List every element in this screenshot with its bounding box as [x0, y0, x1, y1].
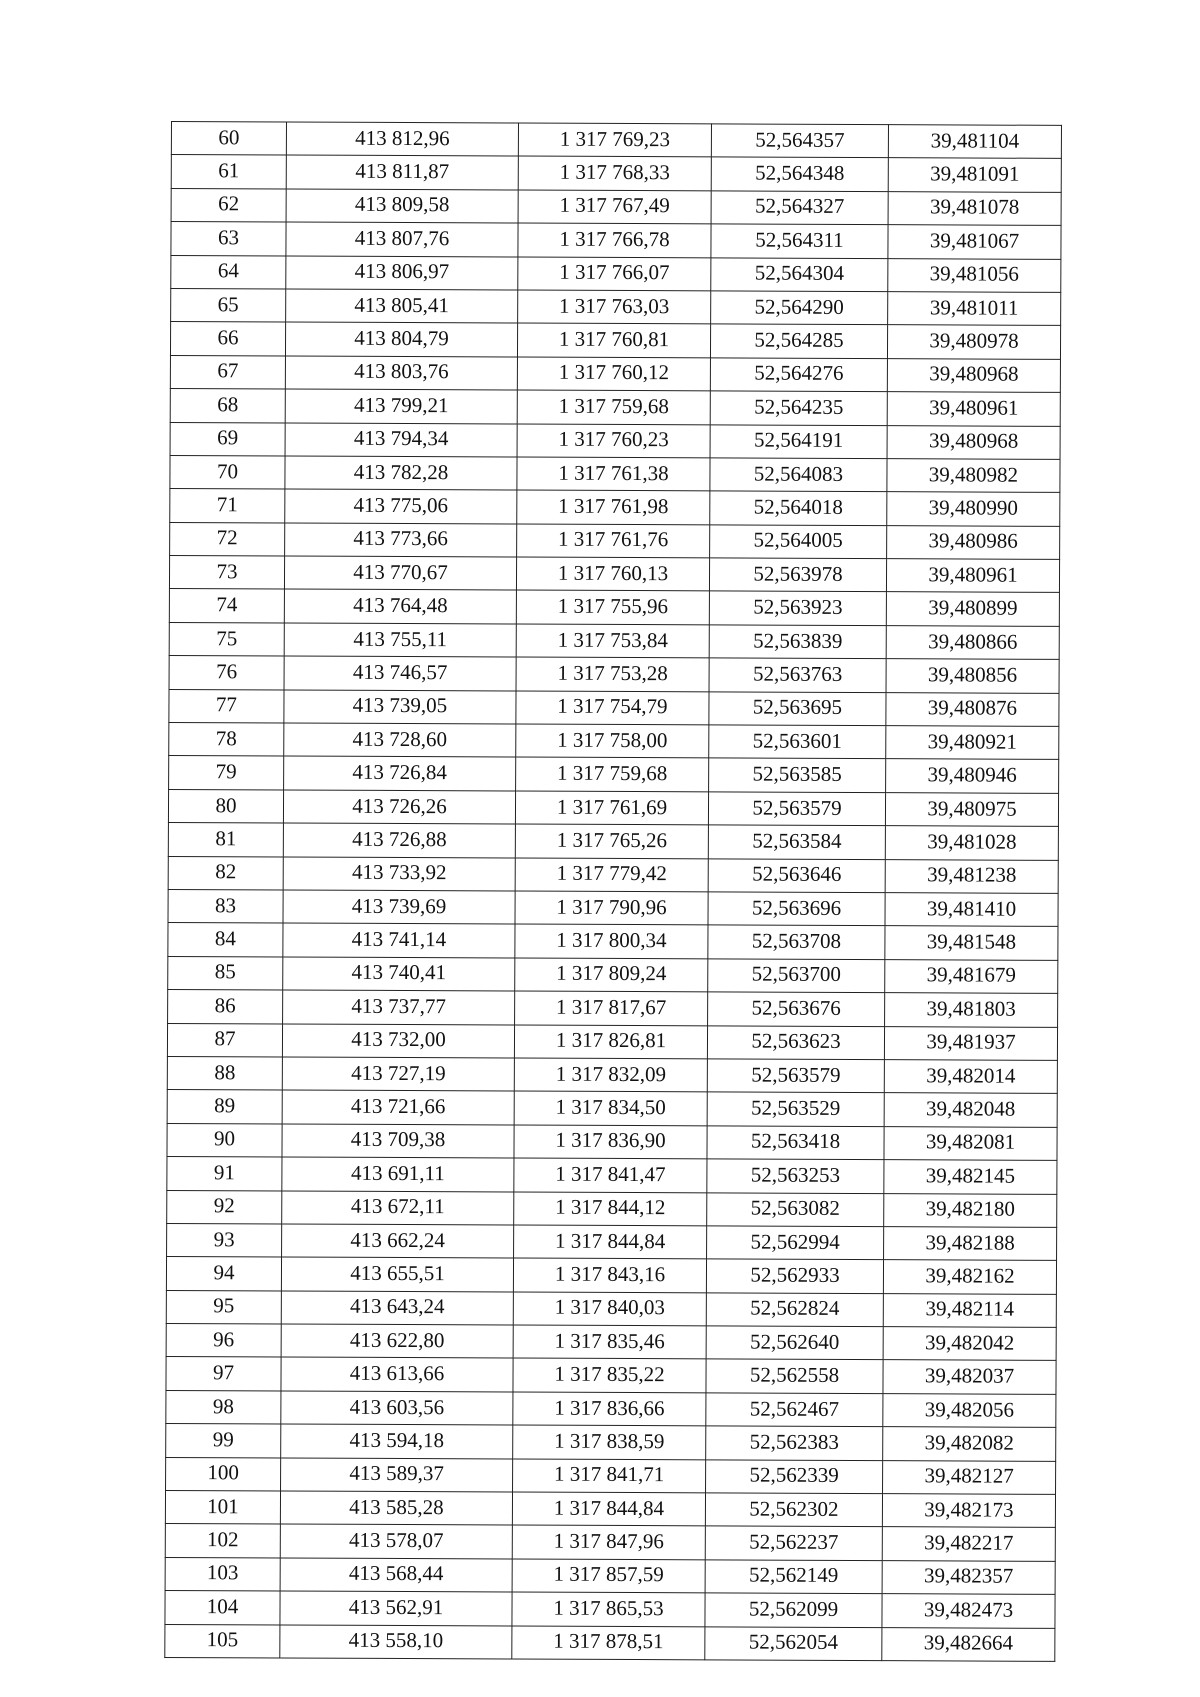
- table-row: [169, 756, 1059, 793]
- point-number-cell: 84: [168, 923, 283, 957]
- y-coordinate-cell: 1 317 835,22: [513, 1358, 706, 1392]
- y-coordinate-cell: 1 317 836,90: [514, 1125, 707, 1159]
- longitude-cell: 39,480921: [886, 726, 1059, 760]
- latitude-cell: 52,564348: [711, 157, 888, 191]
- point-number-cell: 101: [165, 1491, 280, 1525]
- x-coordinate-cell: 413 740,41: [283, 957, 515, 991]
- y-coordinate-cell: 1 317 760,12: [517, 357, 710, 391]
- x-coordinate-cell: 413 558,10: [280, 1625, 512, 1659]
- point-number-cell: 79: [169, 756, 284, 790]
- longitude-cell: 39,480968: [887, 425, 1060, 459]
- y-coordinate-cell: 1 317 857,59: [512, 1559, 705, 1593]
- x-coordinate-cell: 413 770,67: [284, 556, 516, 590]
- point-number-cell: 72: [170, 522, 285, 556]
- point-number-cell: 100: [166, 1457, 281, 1491]
- point-number-cell: 65: [171, 288, 286, 322]
- x-coordinate-cell: 413 746,57: [284, 656, 516, 690]
- longitude-cell: 39,480968: [887, 358, 1060, 392]
- longitude-cell: 39,482082: [883, 1427, 1056, 1461]
- longitude-cell: 39,482188: [884, 1227, 1057, 1261]
- point-number-cell: 87: [167, 1023, 282, 1057]
- longitude-cell: 39,482473: [882, 1594, 1055, 1628]
- x-coordinate-cell: 413 755,11: [284, 623, 516, 657]
- latitude-cell: 52,563418: [707, 1126, 884, 1160]
- latitude-cell: 52,563529: [707, 1092, 884, 1126]
- table-row: [171, 255, 1061, 292]
- table-row: [170, 322, 1060, 359]
- table-row: [171, 288, 1061, 325]
- longitude-cell: 39,481028: [885, 826, 1058, 860]
- table-row: [168, 823, 1058, 860]
- table-row: [168, 923, 1058, 960]
- point-number-cell: 86: [168, 990, 283, 1024]
- latitude-cell: 52,563763: [709, 658, 886, 692]
- point-number-cell: 60: [171, 122, 286, 156]
- x-coordinate-cell: 413 727,19: [282, 1057, 514, 1091]
- longitude-cell: 39,481803: [885, 993, 1058, 1027]
- x-coordinate-cell: 413 589,37: [281, 1458, 513, 1492]
- table-row: [167, 1223, 1057, 1260]
- y-coordinate-cell: 1 317 843,16: [513, 1258, 706, 1292]
- table-row: [166, 1357, 1056, 1394]
- point-number-cell: 104: [165, 1591, 280, 1625]
- latitude-cell: 52,563601: [709, 725, 886, 759]
- x-coordinate-cell: 413 594,18: [281, 1424, 513, 1458]
- longitude-cell: 39,482180: [884, 1193, 1057, 1227]
- table-row: [166, 1290, 1056, 1327]
- point-number-cell: 103: [165, 1557, 280, 1591]
- point-number-cell: 89: [167, 1090, 282, 1124]
- table-row: [170, 355, 1060, 392]
- latitude-cell: 52,564276: [710, 358, 887, 392]
- y-coordinate-cell: 1 317 760,23: [517, 424, 710, 458]
- point-number-cell: 77: [169, 689, 284, 723]
- table-row: [170, 389, 1060, 426]
- longitude-cell: 39,481104: [888, 125, 1061, 159]
- longitude-cell: 39,481078: [888, 191, 1061, 225]
- latitude-cell: 52,564357: [711, 124, 888, 158]
- latitude-cell: 52,562237: [705, 1526, 882, 1560]
- x-coordinate-cell: 413 739,05: [284, 690, 516, 724]
- x-coordinate-cell: 413 732,00: [282, 1024, 514, 1058]
- y-coordinate-cell: 1 317 759,68: [517, 390, 710, 424]
- table-row: [171, 122, 1061, 159]
- x-coordinate-cell: 413 739,69: [283, 890, 515, 924]
- point-number-cell: 69: [170, 422, 285, 456]
- table-row: [167, 1056, 1057, 1093]
- x-coordinate-cell: 413 764,48: [284, 589, 516, 623]
- point-number-cell: 78: [169, 723, 284, 757]
- table-row: [171, 222, 1061, 259]
- longitude-cell: 39,481679: [885, 959, 1058, 993]
- x-coordinate-cell: 413 622,80: [281, 1324, 513, 1358]
- x-coordinate-cell: 413 812,96: [286, 122, 518, 156]
- y-coordinate-cell: 1 317 753,28: [516, 657, 709, 691]
- latitude-cell: 52,562994: [707, 1226, 884, 1260]
- y-coordinate-cell: 1 317 768,33: [518, 156, 711, 190]
- latitude-cell: 52,563923: [709, 591, 886, 625]
- point-number-cell: 92: [167, 1190, 282, 1224]
- longitude-cell: 39,482162: [883, 1260, 1056, 1294]
- x-coordinate-cell: 413 799,21: [285, 389, 517, 423]
- y-coordinate-cell: 1 317 841,71: [513, 1459, 706, 1493]
- latitude-cell: 52,563623: [707, 1025, 884, 1059]
- table-row: [168, 889, 1058, 926]
- longitude-cell: 39,482357: [882, 1560, 1055, 1594]
- y-coordinate-cell: 1 317 844,84: [514, 1225, 707, 1259]
- table-row: [169, 656, 1059, 693]
- y-coordinate-cell: 1 317 840,03: [513, 1292, 706, 1326]
- y-coordinate-cell: 1 317 865,53: [512, 1592, 705, 1626]
- y-coordinate-cell: 1 317 759,68: [516, 757, 709, 791]
- y-coordinate-cell: 1 317 763,03: [518, 290, 711, 324]
- y-coordinate-cell: 1 317 832,09: [514, 1058, 707, 1092]
- longitude-cell: 39,480982: [887, 459, 1060, 493]
- table-row: [165, 1524, 1055, 1561]
- y-coordinate-cell: 1 317 753,84: [516, 624, 709, 658]
- longitude-cell: 39,482114: [883, 1293, 1056, 1327]
- latitude-cell: 52,563978: [709, 558, 886, 592]
- point-number-cell: 80: [168, 789, 283, 823]
- table-row: [166, 1257, 1056, 1294]
- x-coordinate-cell: 413 737,77: [283, 990, 515, 1024]
- y-coordinate-cell: 1 317 761,76: [517, 524, 710, 558]
- latitude-cell: 52,563579: [708, 792, 885, 826]
- longitude-cell: 39,482037: [883, 1360, 1056, 1394]
- y-coordinate-cell: 1 317 844,84: [512, 1492, 705, 1526]
- x-coordinate-cell: 413 726,88: [283, 823, 515, 857]
- y-coordinate-cell: 1 317 838,59: [513, 1425, 706, 1459]
- point-number-cell: 85: [168, 956, 283, 990]
- y-coordinate-cell: 1 317 847,96: [512, 1525, 705, 1559]
- latitude-cell: 52,563646: [708, 858, 885, 892]
- latitude-cell: 52,563676: [708, 992, 885, 1026]
- point-number-cell: 83: [168, 889, 283, 923]
- x-coordinate-cell: 413 807,76: [286, 222, 518, 256]
- y-coordinate-cell: 1 317 767,49: [518, 190, 711, 224]
- longitude-cell: 39,480866: [886, 625, 1059, 659]
- longitude-cell: 39,482056: [883, 1393, 1056, 1427]
- x-coordinate-cell: 413 585,28: [280, 1491, 512, 1525]
- longitude-cell: 39,480856: [886, 659, 1059, 693]
- x-coordinate-cell: 413 613,66: [281, 1357, 513, 1391]
- table-row: [170, 455, 1060, 492]
- point-number-cell: 98: [166, 1390, 281, 1424]
- point-number-cell: 73: [169, 556, 284, 590]
- point-number-cell: 91: [167, 1157, 282, 1191]
- y-coordinate-cell: 1 317 761,38: [517, 457, 710, 491]
- table-row: [167, 1157, 1057, 1194]
- y-coordinate-cell: 1 317 809,24: [515, 958, 708, 992]
- latitude-cell: 52,564191: [710, 424, 887, 458]
- x-coordinate-cell: 413 691,11: [282, 1157, 514, 1191]
- point-number-cell: 102: [165, 1524, 280, 1558]
- point-number-cell: 66: [170, 322, 285, 356]
- table-row: [165, 1491, 1055, 1528]
- point-number-cell: 97: [166, 1357, 281, 1391]
- point-number-cell: 63: [171, 222, 286, 256]
- latitude-cell: 52,564005: [710, 525, 887, 559]
- y-coordinate-cell: 1 317 834,50: [514, 1091, 707, 1125]
- point-number-cell: 61: [171, 155, 286, 189]
- latitude-cell: 52,562149: [705, 1560, 882, 1594]
- x-coordinate-cell: 413 809,58: [286, 189, 518, 223]
- latitude-cell: 52,563696: [708, 892, 885, 926]
- latitude-cell: 52,562558: [706, 1359, 883, 1393]
- y-coordinate-cell: 1 317 878,51: [512, 1626, 705, 1660]
- point-number-cell: 71: [170, 489, 285, 523]
- latitude-cell: 52,562467: [706, 1393, 883, 1427]
- x-coordinate-cell: 413 805,41: [286, 289, 518, 323]
- point-number-cell: 88: [167, 1056, 282, 1090]
- table-row: [166, 1324, 1056, 1361]
- longitude-cell: 39,480876: [886, 692, 1059, 726]
- x-coordinate-cell: 413 726,84: [284, 756, 516, 790]
- x-coordinate-cell: 413 782,28: [285, 456, 517, 490]
- longitude-cell: 39,481548: [885, 926, 1058, 960]
- y-coordinate-cell: 1 317 836,66: [513, 1392, 706, 1426]
- table-row: [170, 489, 1060, 526]
- table-row: [168, 990, 1058, 1027]
- longitude-cell: 39,481011: [888, 292, 1061, 326]
- longitude-cell: 39,480990: [887, 492, 1060, 526]
- longitude-cell: 39,480978: [887, 325, 1060, 359]
- table-row: [169, 589, 1059, 626]
- point-number-cell: 82: [168, 856, 283, 890]
- point-number-cell: 96: [166, 1324, 281, 1358]
- longitude-cell: 39,480899: [886, 592, 1059, 626]
- longitude-cell: 39,480986: [887, 525, 1060, 559]
- longitude-cell: 39,482014: [884, 1060, 1057, 1094]
- longitude-cell: 39,481937: [884, 1026, 1057, 1060]
- point-number-cell: 93: [167, 1223, 282, 1257]
- latitude-cell: 52,563708: [708, 925, 885, 959]
- coordinates-table: [164, 121, 1062, 1662]
- longitude-cell: 39,482217: [882, 1527, 1055, 1561]
- point-number-cell: 99: [166, 1424, 281, 1458]
- x-coordinate-cell: 413 733,92: [283, 857, 515, 891]
- point-number-cell: 90: [167, 1123, 282, 1157]
- y-coordinate-cell: 1 317 800,34: [515, 924, 708, 958]
- latitude-cell: 52,564311: [711, 224, 888, 258]
- latitude-cell: 52,564235: [710, 391, 887, 425]
- y-coordinate-cell: 1 317 844,12: [514, 1192, 707, 1226]
- latitude-cell: 52,563839: [709, 625, 886, 659]
- x-coordinate-cell: 413 806,97: [286, 256, 518, 290]
- table-row: [171, 188, 1061, 225]
- x-coordinate-cell: 413 741,14: [283, 923, 515, 957]
- x-coordinate-cell: 413 811,87: [286, 155, 518, 189]
- point-number-cell: 81: [168, 823, 283, 857]
- longitude-cell: 39,481056: [888, 258, 1061, 292]
- point-number-cell: 64: [171, 255, 286, 289]
- longitude-cell: 39,482042: [883, 1327, 1056, 1361]
- table-row: [169, 622, 1059, 659]
- y-coordinate-cell: 1 317 761,69: [515, 791, 708, 825]
- x-coordinate-cell: 413 562,91: [280, 1591, 512, 1625]
- table-row: [168, 856, 1058, 893]
- table-row: [169, 689, 1059, 726]
- longitude-cell: 39,481410: [885, 893, 1058, 927]
- table-row: [166, 1424, 1056, 1461]
- x-coordinate-cell: 413 655,51: [281, 1257, 513, 1291]
- longitude-cell: 39,482173: [882, 1494, 1055, 1528]
- latitude-cell: 52,563082: [707, 1192, 884, 1226]
- x-coordinate-cell: 413 709,38: [282, 1124, 514, 1158]
- table-row: [165, 1591, 1055, 1628]
- longitude-cell: 39,481238: [885, 859, 1058, 893]
- point-number-cell: 67: [170, 355, 285, 389]
- latitude-cell: 52,563253: [707, 1159, 884, 1193]
- latitude-cell: 52,562640: [706, 1326, 883, 1360]
- y-coordinate-cell: 1 317 766,78: [518, 223, 711, 257]
- y-coordinate-cell: 1 317 841,47: [514, 1158, 707, 1192]
- x-coordinate-cell: 413 803,76: [285, 356, 517, 390]
- table-row: [167, 1190, 1057, 1227]
- longitude-cell: 39,482048: [884, 1093, 1057, 1127]
- latitude-cell: 52,564304: [711, 257, 888, 291]
- x-coordinate-cell: 413 775,06: [285, 489, 517, 523]
- longitude-cell: 39,482664: [882, 1627, 1055, 1661]
- longitude-cell: 39,482127: [883, 1460, 1056, 1494]
- longitude-cell: 39,480961: [887, 392, 1060, 426]
- longitude-cell: 39,480975: [885, 792, 1058, 826]
- table-row: [169, 723, 1059, 760]
- table-row: [166, 1457, 1056, 1494]
- y-coordinate-cell: 1 317 755,96: [516, 590, 709, 624]
- latitude-cell: 52,563579: [707, 1059, 884, 1093]
- x-coordinate-cell: 413 662,24: [282, 1224, 514, 1258]
- x-coordinate-cell: 413 672,11: [282, 1190, 514, 1224]
- point-number-cell: 74: [169, 589, 284, 623]
- table-row: [168, 789, 1058, 826]
- latitude-cell: 52,562933: [706, 1259, 883, 1293]
- point-number-cell: 70: [170, 455, 285, 489]
- latitude-cell: 52,564018: [710, 491, 887, 525]
- y-coordinate-cell: 1 317 760,13: [516, 557, 709, 591]
- x-coordinate-cell: 413 721,66: [282, 1090, 514, 1124]
- y-coordinate-cell: 1 317 769,23: [518, 123, 711, 157]
- table-row: [166, 1390, 1056, 1427]
- y-coordinate-cell: 1 317 765,26: [515, 824, 708, 858]
- table-row: [168, 956, 1058, 993]
- y-coordinate-cell: 1 317 766,07: [518, 257, 711, 291]
- y-coordinate-cell: 1 317 754,79: [516, 691, 709, 725]
- x-coordinate-cell: 413 773,66: [285, 523, 517, 557]
- table-row: [171, 155, 1061, 192]
- longitude-cell: 39,481067: [888, 225, 1061, 259]
- y-coordinate-cell: 1 317 758,00: [516, 724, 709, 758]
- x-coordinate-cell: 413 804,79: [285, 322, 517, 356]
- latitude-cell: 52,563695: [709, 691, 886, 725]
- x-coordinate-cell: 413 726,26: [283, 790, 515, 824]
- longitude-cell: 39,482081: [884, 1126, 1057, 1160]
- x-coordinate-cell: 413 603,56: [281, 1391, 513, 1425]
- latitude-cell: 52,563585: [709, 758, 886, 792]
- table-row: [167, 1023, 1057, 1060]
- point-number-cell: 76: [169, 656, 284, 690]
- x-coordinate-cell: 413 578,07: [280, 1524, 512, 1558]
- table-row: [165, 1557, 1055, 1594]
- point-number-cell: 95: [166, 1290, 281, 1324]
- longitude-cell: 39,481091: [888, 158, 1061, 192]
- coordinates-table-body: [165, 122, 1062, 1662]
- latitude-cell: 52,562339: [706, 1459, 883, 1493]
- y-coordinate-cell: 1 317 761,98: [517, 490, 710, 524]
- point-number-cell: 75: [169, 622, 284, 656]
- y-coordinate-cell: 1 317 760,81: [517, 323, 710, 357]
- latitude-cell: 52,562824: [706, 1293, 883, 1327]
- point-number-cell: 62: [171, 188, 286, 222]
- y-coordinate-cell: 1 317 826,81: [514, 1025, 707, 1059]
- table-row: [167, 1123, 1057, 1160]
- table-row: [165, 1624, 1055, 1661]
- y-coordinate-cell: 1 317 779,42: [515, 858, 708, 892]
- table-row: [169, 556, 1059, 593]
- point-number-cell: 68: [170, 389, 285, 423]
- point-number-cell: 94: [166, 1257, 281, 1291]
- longitude-cell: 39,480961: [886, 559, 1059, 593]
- y-coordinate-cell: 1 317 817,67: [515, 991, 708, 1025]
- latitude-cell: 52,562054: [705, 1626, 882, 1660]
- latitude-cell: 52,563700: [708, 959, 885, 993]
- x-coordinate-cell: 413 794,34: [285, 423, 517, 457]
- table-row: [167, 1090, 1057, 1127]
- table-row: [170, 422, 1060, 459]
- latitude-cell: 52,562302: [705, 1493, 882, 1527]
- latitude-cell: 52,562383: [706, 1426, 883, 1460]
- longitude-cell: 39,480946: [886, 759, 1059, 793]
- longitude-cell: 39,482145: [884, 1160, 1057, 1194]
- latitude-cell: 52,564285: [710, 324, 887, 358]
- latitude-cell: 52,564327: [711, 191, 888, 225]
- latitude-cell: 52,562099: [705, 1593, 882, 1627]
- latitude-cell: 52,564290: [711, 291, 888, 325]
- table-row: [170, 522, 1060, 559]
- x-coordinate-cell: 413 728,60: [284, 723, 516, 757]
- latitude-cell: 52,563584: [708, 825, 885, 859]
- latitude-cell: 52,564083: [710, 458, 887, 492]
- point-number-cell: 105: [165, 1624, 280, 1658]
- x-coordinate-cell: 413 568,44: [280, 1558, 512, 1592]
- y-coordinate-cell: 1 317 790,96: [515, 891, 708, 925]
- y-coordinate-cell: 1 317 835,46: [513, 1325, 706, 1359]
- x-coordinate-cell: 413 643,24: [281, 1291, 513, 1325]
